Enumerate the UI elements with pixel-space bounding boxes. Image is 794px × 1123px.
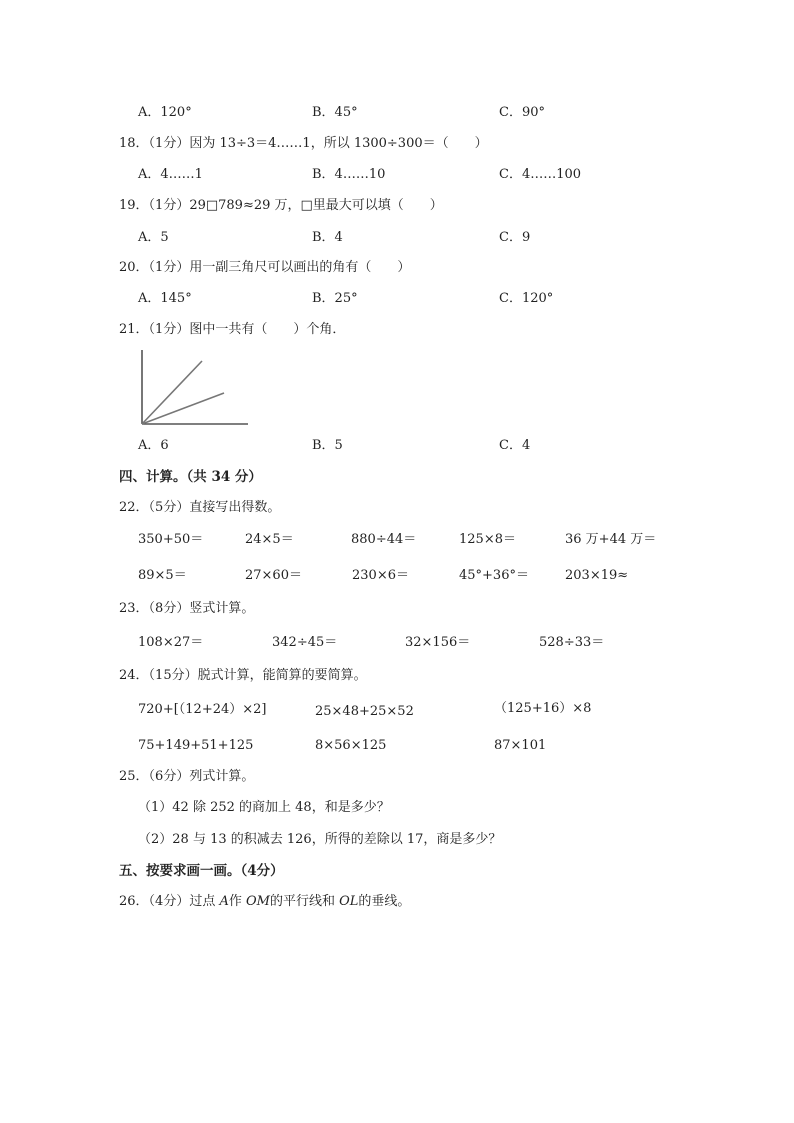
- q26-stem: [119, 894, 410, 910]
- q24-item: 87×101: [494, 738, 547, 753]
- q22-item: 125×8＝: [459, 532, 516, 547]
- q19-option-a: A．5: [138, 230, 169, 245]
- q22-item: 230×6＝: [352, 568, 409, 583]
- angle-figure: [136, 346, 254, 430]
- q20-option-c: C．120°: [499, 291, 554, 306]
- q24-item: 25×48+25×52: [315, 704, 414, 719]
- q21-option-c: C．4: [499, 438, 531, 453]
- q22-stem: 22．（5分）直接写出得数。: [119, 500, 281, 515]
- q21-option-b: B．5: [312, 438, 343, 453]
- q23-item: 108×27＝: [138, 635, 204, 650]
- q17-option-c: C．90°: [499, 105, 545, 120]
- q26-mid-2: 的平行线和: [269, 894, 340, 909]
- q24-item: 8×56×125: [315, 738, 387, 753]
- q23-item: 32×156＝: [405, 635, 471, 650]
- q24-item: （125+16）×8: [494, 701, 592, 716]
- q26-suffix: 的垂线。: [358, 894, 411, 909]
- q18-option-b: B．4……10: [312, 167, 386, 182]
- q22-item: 27×60＝: [245, 568, 302, 583]
- q19-stem: 19．（1分）29□789≈29 万，□里最大可以填（ ）: [119, 198, 443, 213]
- angle-ray-upper: [142, 361, 202, 424]
- q20-option-b: B．25°: [312, 291, 358, 306]
- q22-item: 89×5＝: [138, 568, 187, 583]
- q21-stem: 21．（1分）图中一共有（ ）个角．: [119, 322, 346, 337]
- q24-stem: 24．（15分）脱式计算，能简算的要简算。: [119, 668, 367, 683]
- q20-option-a: A．145°: [138, 291, 192, 306]
- q22-item: 24×5＝: [245, 532, 294, 547]
- q24-item: 75+149+51+125: [138, 738, 254, 753]
- q18-stem: 18．（1分）因为 13÷3＝4……1，所以 1300÷300＝（ ）: [119, 136, 488, 151]
- q22-item: 880÷44＝: [351, 532, 417, 547]
- q19-option-b: B．4: [312, 230, 343, 245]
- q22-item: 45°+36°＝: [459, 568, 529, 583]
- q18-option-c: C．4……100: [499, 167, 582, 182]
- q22-item: 203×19≈: [565, 568, 629, 583]
- q25-sub-1: （1）42 除 252 的商加上 48，和是多少？: [138, 800, 390, 815]
- q18-option-a: A．4……1: [138, 167, 203, 182]
- q23-item: 342÷45＝: [272, 635, 338, 650]
- point-a: A: [219, 894, 229, 909]
- q26-mid-1: 作: [228, 894, 246, 909]
- q21-option-a: A．6: [138, 438, 169, 453]
- q20-stem: 20．（1分）用一副三角尺可以画出的角有（ ）: [119, 260, 411, 275]
- q19-option-c: C．9: [499, 230, 531, 245]
- section-4-title: 四、计算。（共 34 分）: [119, 469, 262, 485]
- line-ol: OL: [339, 894, 359, 909]
- q17-option-a: A．120°: [138, 105, 192, 120]
- q17-option-b: B．45°: [312, 105, 358, 120]
- q23-item: 528÷33＝: [539, 635, 605, 650]
- q24-item: 720+[（12+24）×2]: [138, 702, 267, 717]
- q25-sub-2: （2）28 与 13 的积减去 126，所得的差除以 17，商是多少？: [138, 832, 502, 847]
- q23-stem: 23．（8分）竖式计算。: [119, 601, 255, 616]
- line-om: OM: [245, 894, 270, 909]
- q22-item: 350+50＝: [138, 532, 204, 547]
- q25-stem: 25．（6分）列式计算。: [119, 769, 255, 784]
- q22-item: 36 万+44 万＝: [565, 532, 657, 547]
- q26-prefix: 26．（4分）过点: [119, 894, 220, 909]
- section-5-title: 五、按要求画一画。（4分）: [119, 863, 284, 879]
- angle-ray-lower: [142, 393, 224, 424]
